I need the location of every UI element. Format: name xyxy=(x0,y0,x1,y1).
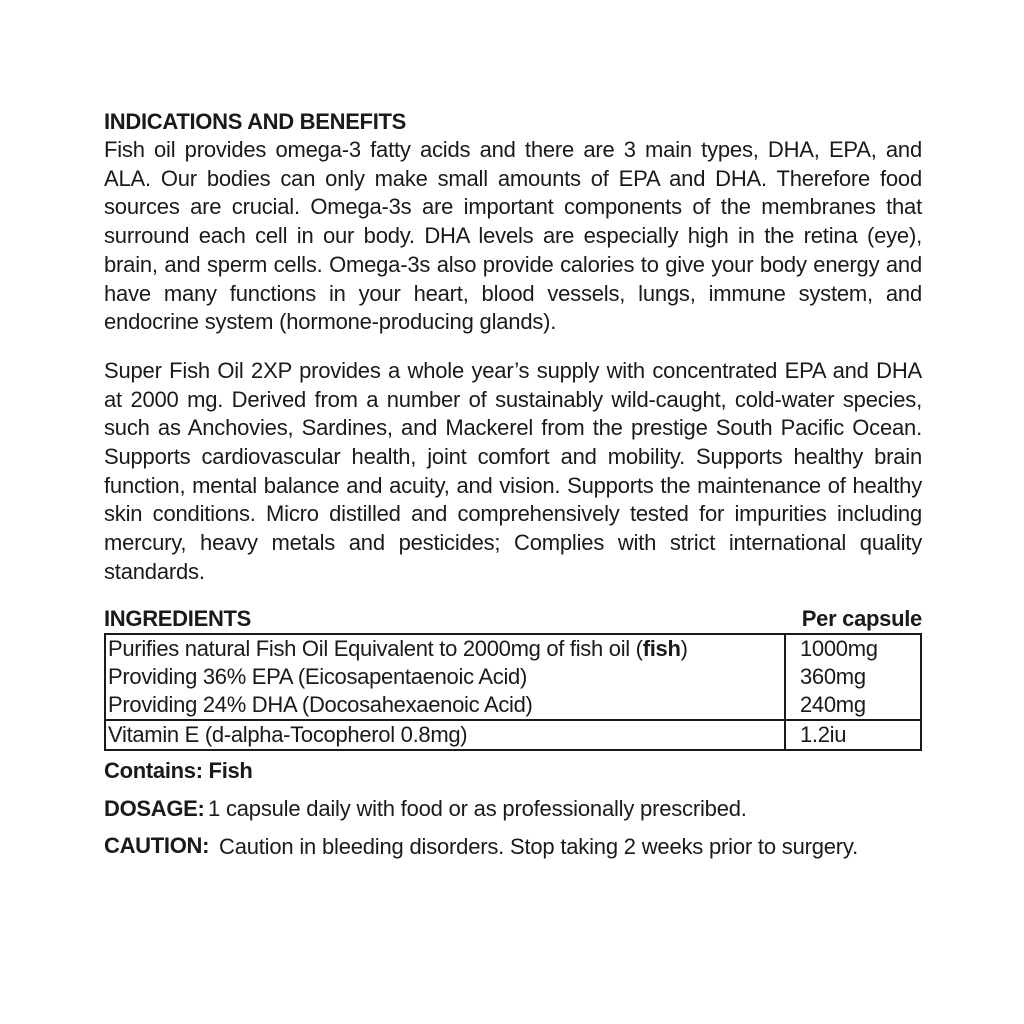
ingredient-amount-cell xyxy=(785,720,921,750)
ingredients-header xyxy=(104,605,922,633)
caution-section xyxy=(104,832,922,862)
indications-paragraph-1: Fish oil provides omega-3 fatty acids and there are 3 main types, DHA, EPA, and ALA. Our bodies can only make small amounts of EPA and DHA. Therefore food sources are crucial. Omega-3s are important components of the membranes that surround each cell in our body. DHA levels are especially high in the retina (eye), brain, and sperm cells. Omega-3s also provide calories to give your body energy and have many functions in your heart, blood vessels, lungs, immune system, and endocrine system (hormone-producing glands). xyxy=(104,137,922,335)
ingredient-line-fish-oil xyxy=(108,635,782,663)
table-row xyxy=(105,634,921,720)
ingredient-amount-cell xyxy=(785,634,921,720)
dosage-section xyxy=(104,795,922,823)
ingredient-name-cell xyxy=(105,634,785,720)
indications-heading: INDICATIONS AND BENEFITS xyxy=(104,109,407,134)
ingredient-fish-oil-text: Purifies natural Fish Oil Equivalent to 2000mg of fish oil ( xyxy=(108,635,643,661)
ingredient-line-dha: Providing 24% DHA (Docosahexaenoic Acid) xyxy=(108,691,533,717)
ingredients-table xyxy=(104,633,922,751)
amount-fish-oil: 1000mg xyxy=(800,635,878,661)
table-row xyxy=(105,720,921,750)
caution-text: Caution in bleeding disorders. Stop taking 2 weeks prior to surgery. xyxy=(219,833,859,859)
ingredient-fish-oil-close: ) xyxy=(680,635,688,661)
allergen-fish: fish xyxy=(642,635,681,661)
ingredient-line-vitamin-e: Vitamin E (d-alpha-Tocopherol 0.8mg) xyxy=(108,721,468,747)
label-content xyxy=(104,108,922,862)
indications-paragraph-2: Super Fish Oil 2XP provides a whole year’s supply with concentrated EPA and DHA at 2000 mg. Derived from a number of sustainably wild-caught, cold-water species, such as Anchovies, Sardines, and Mackerel from the prestige South Pacific Ocean. Supports cardiovascular health, joint comfort and mobility. Supports healthy brain function, mental balance and acuity, and vision. Supports the maintenance of healthy skin conditions. Micro distilled and comprehensively tested for impurities including mercury, heavy metals and pesticides; Complies with strict international quality standards. xyxy=(104,357,922,584)
amount-vitamin-e: 1.2iu xyxy=(800,721,847,747)
per-capsule-heading: Per capsule xyxy=(801,605,922,631)
caution-label: CAUTION: xyxy=(104,832,210,858)
amount-epa: 360mg xyxy=(800,663,866,689)
dosage-label: DOSAGE: xyxy=(104,795,205,821)
amount-dha: 240mg xyxy=(800,691,866,717)
ingredients-heading: INGREDIENTS xyxy=(104,605,252,631)
ingredient-name-cell xyxy=(105,720,785,750)
dosage-text: 1 capsule daily with food or as professionally prescribed. xyxy=(208,795,747,821)
ingredient-line-epa: Providing 36% EPA (Eicosapentaenoic Acid) xyxy=(108,663,527,689)
contains-statement: Contains: Fish xyxy=(104,757,253,783)
